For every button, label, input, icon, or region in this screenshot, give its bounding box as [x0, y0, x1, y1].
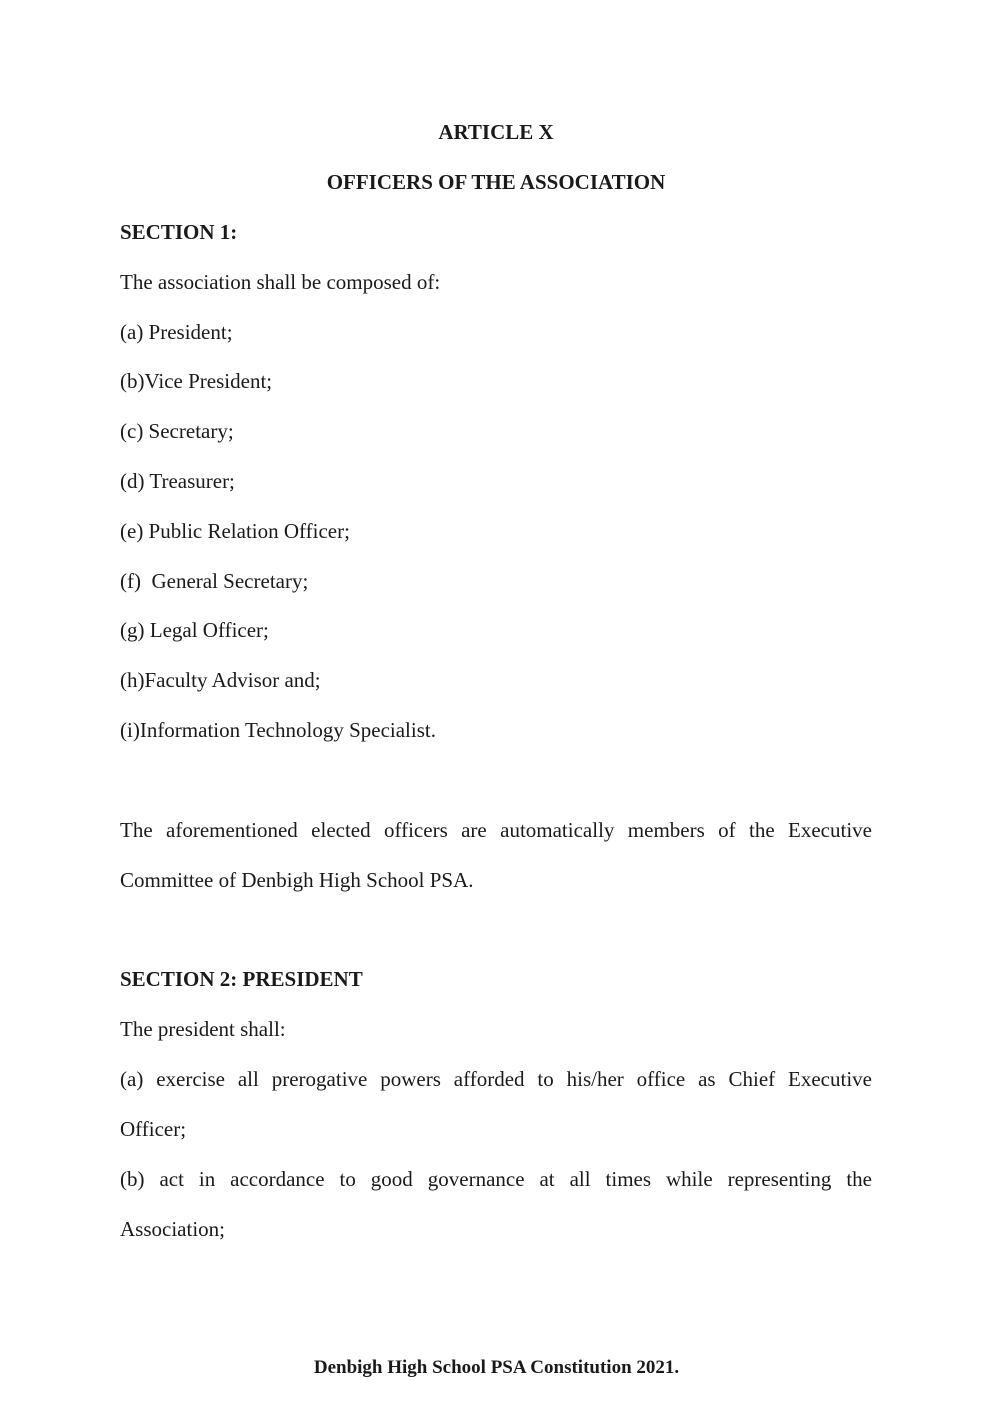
section2-heading: SECTION 2: PRESIDENT — [120, 967, 363, 991]
article-title: ARTICLE X — [438, 120, 554, 144]
list-item-faculty-advisor: (h)Faculty Advisor and; — [120, 668, 321, 692]
section1-note-line2: Committee of Denbigh High School PSA. — [120, 868, 474, 892]
list-item-general-secretary: (f) General Secretary; — [120, 569, 309, 593]
section2-item-b-line2: Association; — [120, 1217, 225, 1241]
section1-heading: SECTION 1: — [120, 220, 238, 244]
section2-item-a-line2: Officer; — [120, 1117, 187, 1141]
section2-intro: The president shall: — [120, 1017, 286, 1041]
list-item-vice-president: (b)Vice President; — [120, 369, 273, 393]
section2-item-b-line1: (b) act in accordance to good governance at all times while representing the — [120, 1167, 872, 1191]
section1-intro: The association shall be composed of: — [120, 270, 441, 294]
list-item-treasurer: (d) Treasurer; — [120, 469, 235, 493]
section2-item-a-line1: (a) exercise all prerogative powers afforded to his/her office as Chief Executive — [120, 1067, 872, 1091]
list-item-legal-officer: (g) Legal Officer; — [120, 618, 269, 642]
list-item-public-relation-officer: (e) Public Relation Officer; — [120, 519, 350, 543]
list-item-president: (a) President; — [120, 320, 233, 344]
list-item-it-specialist: (i)Information Technology Specialist. — [120, 718, 436, 742]
article-subtitle: OFFICERS OF THE ASSOCIATION — [326, 170, 666, 194]
page-footer: Denbigh High School PSA Constitution 2021. — [313, 1357, 680, 1378]
section1-note-line1: The aforementioned elected officers are automatically members of the Executive — [120, 818, 872, 842]
list-item-secretary: (c) Secretary; — [120, 419, 234, 443]
